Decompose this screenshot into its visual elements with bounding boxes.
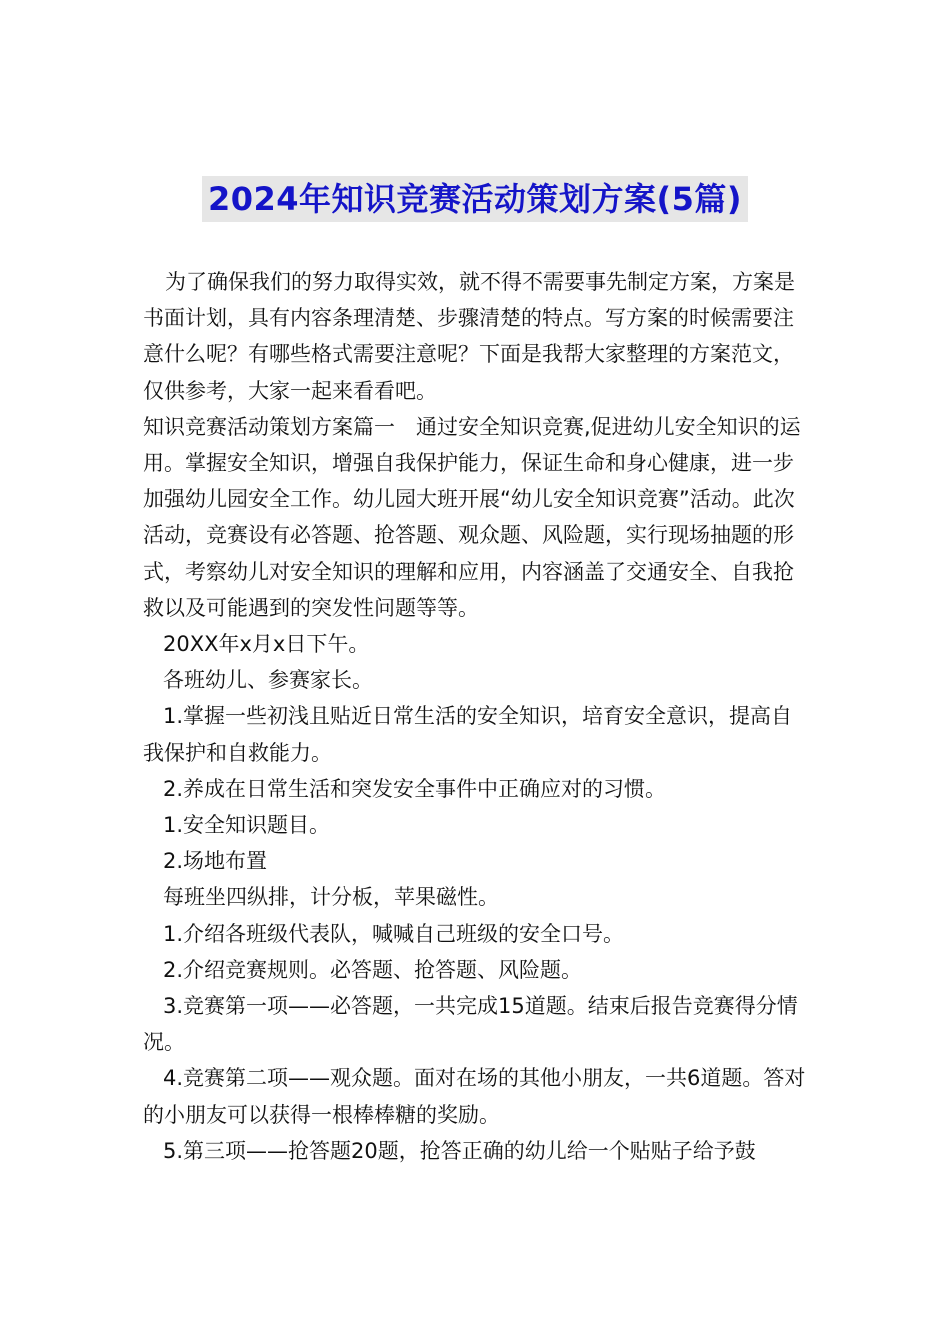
prep-item-2: 2.场地布置 [163,849,268,874]
process-item-5: 5.第三项——抢答题20题，抢答正确的幼儿给一个贴贴子给予鼓 [163,1138,756,1163]
title-container [0,176,950,222]
prep-item-1: 1.安全知识题目。 [163,813,331,838]
goal-item-2: 2.养成在日常生活和突发安全事件中正确应对的习惯。 [163,776,667,801]
time-paragraph: 20XX年x月x日下午。 [163,632,370,657]
section-one-paragraph: 知识竞赛活动策划方案篇一 通过安全知识竞赛,促进幼儿安全知识的运用。掌握安全知识，增强自我保护能力，保证生命和身心健康，进一步加强幼儿园安全工作。幼儿园大班开展“幼儿安全知识竞赛”活动。此次活动，竞赛设有必答题、抢答题、观众题、风险题，实行现场抽题的形式，考察幼儿对安全知识的理解和应用，内容涵盖了交通安全、自我抢救以及可能遇到的突发性问题等等。 [143,414,801,620]
document-title: 2024年知识竞赛活动策划方案(5篇) [202,176,748,222]
process-item-3: 3.竞赛第一项——必答题，一共完成15道题。结束后报告竞赛得分情况。 [143,994,798,1055]
intro-paragraph: 为了确保我们的努力取得实效，就不得不需要事先制定方案，方案是书面计划，具有内容条理清楚、步骤清楚的特点。写方案的时候需要注意什么呢？有哪些格式需要注意呢？下面是我帮大家整理的方案范文，仅供参考，大家一起来看看吧。 [143,270,795,403]
process-item-4: 4.竞赛第二项——观众题。面对在场的其他小朋友，一共6道题。答对的小朋友可以获得一根棒棒糖的奖励。 [143,1066,806,1127]
layout-paragraph: 每班坐四纵排，计分板，苹果磁性。 [163,885,499,910]
process-item-1: 1.介绍各班级代表队，喊喊自己班级的安全口号。 [163,921,625,946]
participants-paragraph: 各班幼儿、参赛家长。 [163,668,373,693]
document-body [143,264,811,1169]
process-item-2: 2.介绍竞赛规则。必答题、抢答题、风险题。 [163,957,583,982]
goal-item-1: 1.掌握一些初浅且贴近日常生活的安全知识，培育安全意识，提高自我保护和自救能力。 [143,704,793,765]
